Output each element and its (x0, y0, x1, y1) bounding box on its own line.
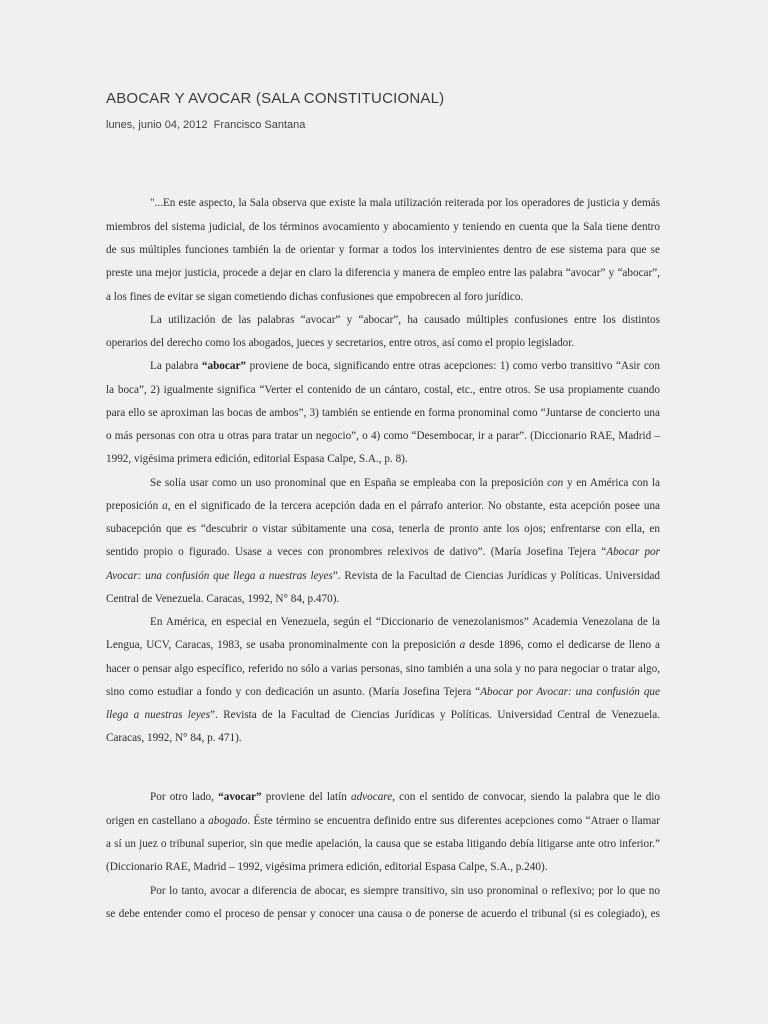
text-line: para ello se aproximan las bocas de ambos”, 3) también se entiende en forma pronominal como “Juntarse de concierto una (106, 407, 660, 419)
text-line: se debe entender como el proceso de pensar y conocer una causa o de ponerse de acuerdo el tribunal (si es colegiado), es (106, 908, 660, 920)
text-line: miembros del sistema judicial, de los términos avocamiento y abocamiento y teniendo en cuenta que la Sala tiene dentro (106, 221, 660, 233)
text-line: La utilización de las palabras “avocar” y “abocar”, ha causado múltiples confusiones entre los distintos (150, 314, 660, 326)
text-line: a sí un juez o tribunal superior, sin que medie apelación, la causa que se estaba litigando debía litigarse ante otro inferior.” (106, 838, 660, 850)
text-line: de sus múltiples funciones también la de orientar y formar a todos los intervinientes dentro de ese sistema para que se (106, 244, 660, 256)
text-line: Lengua, UCV, Caracas, 1983, se usaba pronominalmente con la preposición a desde 1896, como el dedicarse de lleno a (106, 639, 660, 651)
text-line: llega a nuestras leyes”. Revista de la Facultad de Ciencias Jurídicas y Políticas. Universidad Central de Venezuela. (106, 709, 660, 721)
text-line: operarios del derecho como los abogados, jueces y secretarios, entre otros, así como el propio legislador. (106, 337, 575, 349)
post-date: lunes, junio 04, 2012 (106, 119, 208, 131)
text-line: hacer o pensar algo específico, referido no sólo a varias personas, sino también a una sola y no para negociar o tratar algo, (106, 663, 660, 675)
text-line: Caracas, 1992, N° 84, p. 471). (106, 732, 242, 744)
text-line: La palabra “abocar” proviene de boca, significando entre otras acepciones: 1) como verbo transitivo “Asir con (150, 360, 660, 372)
text-line: sentido propio o figurado. Usase a veces con pronombres relexivos de dativo”. (María Josefina Tejera “Abocar por (106, 546, 660, 558)
text-line: (Diccionario RAE, Madrid – 1992, vigésima primera edición, editorial Espasa Calpe, S.A., p.240). (106, 861, 548, 873)
text-line: preste una mejor justicia, procede a dejar en claro la diferencia y manera de empleo entre las palabra “avocar” y “abocar”, (106, 267, 660, 279)
text-line: En América, en especial en Venezuela, según el “Diccionario de venezolanismos” Academia Venezolana de la (150, 616, 660, 628)
text-line: origen en castellano a abogado. Éste término se encuentra definido entre sus diferentes acepciones como “Atraer o llamar (106, 815, 660, 827)
text-line: Por lo tanto, avocar a diferencia de abocar, es siempre transitivo, sin uso pronominal o reflexivo; por lo que no (150, 885, 660, 897)
text-line: o más personas con otra u otras para tratar un negocio”, o 4) como “Desembocar, ir a parar”. (Diccionario RAE, Madrid – (106, 430, 660, 442)
text-line: "...En este aspecto, la Sala observa que existe la mala utilización reiterada por los operadores de justicia y demás (150, 197, 660, 209)
term-abocar: “abocar” (201, 360, 246, 372)
text-line: Por otro lado, “avocar” proviene del latín advocare, con el sentido de convocar, siendo la palabra que le dio (150, 791, 660, 803)
post-author: Francisco Santana (213, 119, 306, 131)
text-line: Avocar: una confusión que llega a nuestras leyes”. Revista de la Facultad de Ciencias Jurídicas y Políticas. Universidad (106, 570, 660, 582)
page-title: ABOCAR Y AVOCAR (SALA CONSTITUCIONAL) (106, 90, 445, 107)
text-line: la boca”, 2) igualmente significa “Verter el contenido de un cántaro, costal, etc., entre otros. Se usa propiamente cuando (106, 384, 660, 396)
text-line: sino como estudiar a fondo y con dedicación un asunto. (María Josefina Tejera “Abocar por Avocar: una confusión que (106, 686, 660, 698)
text-line: 1992, vigésima primera edición, editorial Espasa Calpe, S.A., p. 8). (106, 453, 408, 465)
text-line: subacepción que es “descubrir o vistar súbitamente una cosa, tenerla de pronto ante los ojos; enfrentarse con ella, en (106, 523, 660, 535)
text-line: Se solía usar como un uso pronominal que en España se empleaba con la preposición con y en América con la (150, 477, 660, 489)
post-meta (106, 119, 305, 131)
term-avocar: “avocar” (218, 791, 262, 803)
text-line: Central de Venezuela. Caracas, 1992, N° 84, p.470). (106, 593, 340, 605)
text-line: a los fines de evitar se sigan cometiendo dichas confusiones que empobrecen al foro jurídico. (106, 291, 524, 303)
text-line: preposición a, en el significado de la tercera acepción dada en el párrafo anterior. No obstante, esta acepción posee una (106, 500, 661, 512)
